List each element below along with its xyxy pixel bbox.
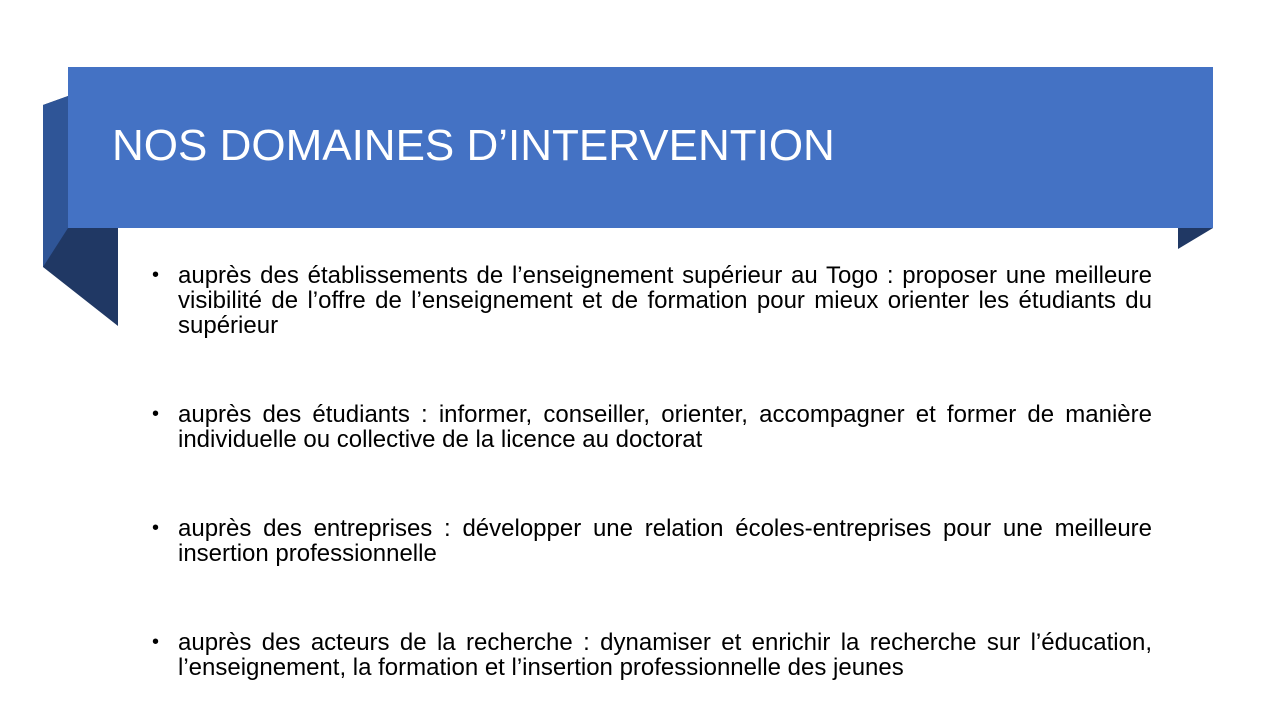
bullet-icon: •	[152, 264, 160, 286]
list-item	[152, 263, 1152, 338]
bullet-icon: •	[152, 631, 160, 653]
slide-title: NOS DOMAINES D’INTERVENTION	[112, 121, 835, 170]
list-item-text: auprès des établissements de l’enseignement supérieur au Togo : proposer une meilleure visibilité de l’offre de l’enseignement et de formation pour mieux orienter les étudiants du supérieur	[178, 262, 1152, 339]
list-item	[152, 402, 1152, 452]
list-item-text: auprès des acteurs de la recherche : dynamiser et enrichir la recherche sur l’éducation, l’enseignement, la formation et l’insertion professionnelle des jeunes	[178, 629, 1152, 681]
list-item	[152, 630, 1152, 680]
ribbon-right-fold	[1178, 228, 1213, 249]
list-item-text: auprès des entreprises : développer une relation écoles-entreprises pour une meilleure insertion professionnelle	[178, 515, 1152, 567]
list-item-text: auprès des étudiants : informer, conseiller, orienter, accompagner et former de manière individuelle ou collective de la licence au doctorat	[178, 401, 1152, 453]
bullet-list	[152, 263, 1152, 680]
bullet-icon: •	[152, 517, 160, 539]
bullet-icon: •	[152, 403, 160, 425]
list-item	[152, 516, 1152, 566]
